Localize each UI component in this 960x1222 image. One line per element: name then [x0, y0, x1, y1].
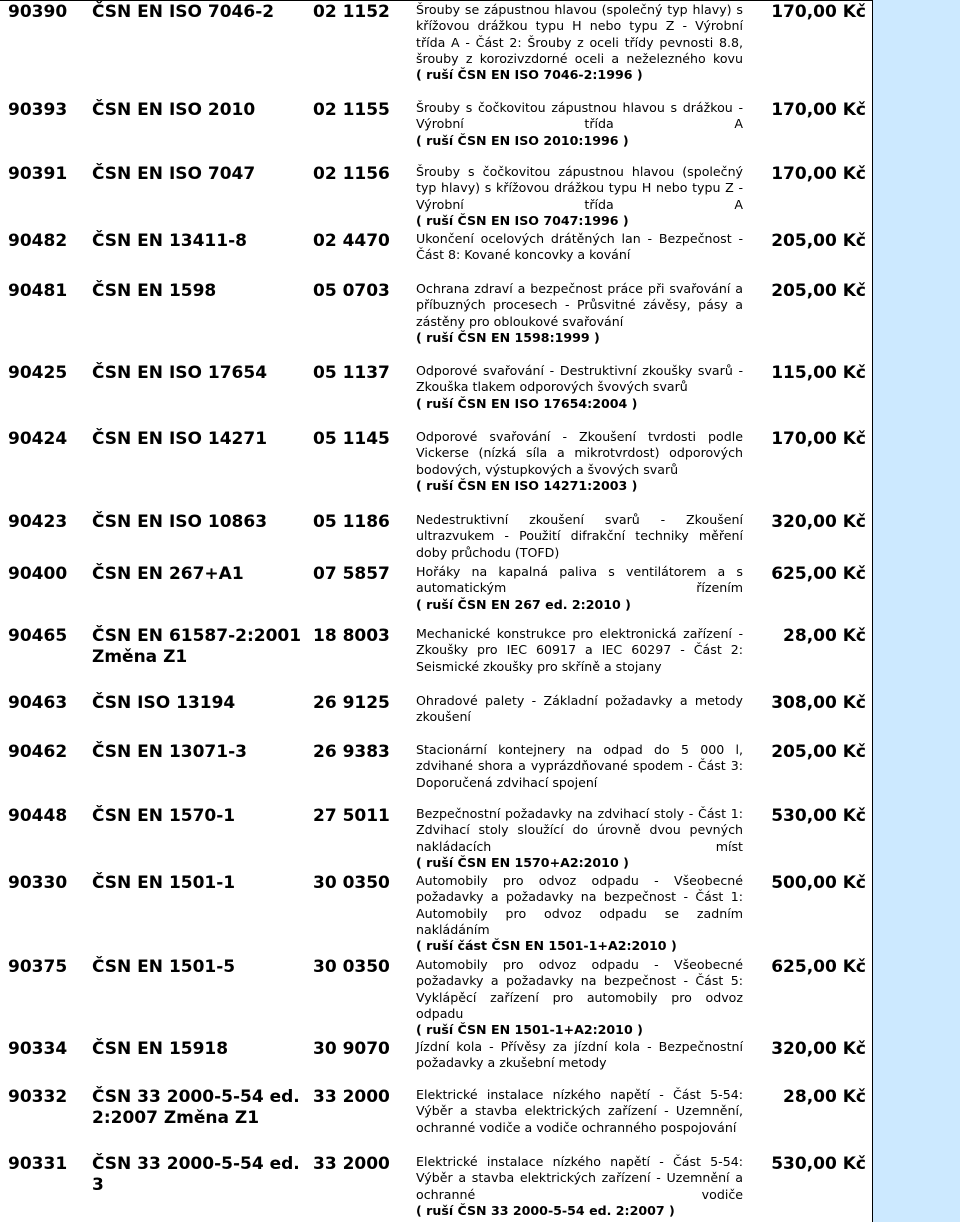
standard-description: [416, 1039, 743, 1072]
replaces-note: ( ruší část ČSN EN 1501-1+A2:2010 ): [416, 938, 677, 954]
replaces-note: ( ruší ČSN EN ISO 7047:1996 ): [416, 212, 629, 228]
description-text: Mechanické konstrukce pro elektronická zařízení - Zkoušky pro IEC 60917 a IEC 60297 - Část 2: Seismické zkoušky pro skříně a stojany: [416, 626, 743, 674]
standard-designation: ČSN 33 2000-5-54 ed. 2:2007 Změna Z1: [92, 1087, 300, 1128]
catalog-number: 90463: [8, 693, 68, 713]
class-code: 05 1137: [313, 363, 390, 383]
price: 205,00 Kč: [771, 281, 866, 301]
class-code: 05 1145: [313, 429, 390, 449]
standard-description: [416, 363, 743, 412]
description-text: Šrouby s čočkovitou zápustnou hlavou s drážkou - Výrobní třída A: [416, 100, 743, 132]
standard-description: [416, 564, 743, 613]
standard-description: [416, 957, 743, 1038]
replaces-note: ( ruší ČSN EN 1570+A2:2010 ): [416, 854, 629, 870]
class-code: 26 9125: [313, 693, 390, 713]
standard-designation: ČSN EN 15918: [92, 1039, 229, 1059]
catalog-number: 90400: [8, 564, 68, 584]
replaces-note: ( ruší ČSN EN ISO 2010:1996 ): [416, 132, 629, 148]
standard-description: [416, 626, 743, 675]
replaces-note: ( ruší ČSN EN 1598:1999 ): [416, 329, 600, 345]
replaces-note: ( ruší ČSN 33 2000-5-54 ed. 2:2007 ): [416, 1202, 675, 1218]
description-text: Odporové svařování - Destruktivní zkoušky svarů - Zkouška tlakem odporových švových svarů: [416, 363, 743, 395]
price: 205,00 Kč: [771, 231, 866, 251]
standard-description: [416, 693, 743, 726]
catalog-number: 90391: [8, 164, 68, 184]
catalog-number: 90393: [8, 100, 68, 120]
class-code: 02 4470: [313, 231, 390, 251]
standard-description: [416, 2, 743, 83]
class-code: 30 0350: [313, 873, 390, 893]
price: 170,00 Kč: [771, 2, 866, 22]
standard-designation: ČSN EN ISO 17654: [92, 363, 268, 383]
standard-description: [416, 231, 743, 264]
catalog-number: 90330: [8, 873, 68, 893]
catalog-number: 90423: [8, 512, 68, 532]
standard-designation: ČSN EN 1598: [92, 281, 217, 301]
price: 28,00 Kč: [783, 626, 866, 646]
price: 530,00 Kč: [771, 1154, 866, 1174]
description-text: Odporové svařování - Zkoušení tvrdosti podle Vickerse (nízká síla a mikrotvrdost) odporových bodových, výstupkových a švových svarů: [416, 429, 743, 477]
standard-designation: ČSN 33 2000-5-54 ed. 3: [92, 1154, 300, 1195]
standard-description: [416, 1087, 743, 1136]
standard-designation: ČSN EN ISO 14271: [92, 429, 268, 449]
class-code: 33 2000: [313, 1087, 390, 1107]
catalog-number: 90425: [8, 363, 68, 383]
class-code: 30 9070: [313, 1039, 390, 1059]
description-text: Elektrické instalace nízkého napětí - Část 5-54: Výběr a stavba elektrických zařízení - Uzemnění, ochranné vodiče a vodiče ochranného pospojování: [416, 1087, 743, 1135]
standard-designation: ČSN EN 267+A1: [92, 564, 244, 584]
replaces-note: ( ruší ČSN EN ISO 17654:2004 ): [416, 395, 638, 411]
catalog-number: 90334: [8, 1039, 68, 1059]
standard-description: [416, 873, 743, 954]
standard-designation: ČSN EN ISO 2010: [92, 100, 256, 120]
price: 205,00 Kč: [771, 742, 866, 762]
class-code: 18 8003: [313, 626, 390, 646]
standard-designation: ČSN EN 1501-1: [92, 873, 236, 893]
catalog-number: 90482: [8, 231, 68, 251]
replaces-note: ( ruší ČSN EN ISO 14271:2003 ): [416, 477, 638, 493]
class-code: 05 0703: [313, 281, 390, 301]
standard-description: [416, 429, 743, 494]
standard-designation: ČSN EN 1501-5: [92, 957, 236, 977]
catalog-number: 90481: [8, 281, 68, 301]
standard-description: [416, 742, 743, 791]
price: 320,00 Kč: [771, 1039, 866, 1059]
standard-designation: ČSN EN 13411-8: [92, 231, 247, 251]
price: 115,00 Kč: [771, 363, 866, 383]
class-code: 02 1155: [313, 100, 390, 120]
description-text: Jízdní kola - Přívěsy za jízdní kola - Bezpečnostní požadavky a zkušební metody: [416, 1039, 743, 1071]
catalog-number: 90465: [8, 626, 68, 646]
standard-designation: ČSN EN ISO 10863: [92, 512, 268, 532]
standard-designation: ČSN EN 13071-3: [92, 742, 247, 762]
description-text: Bezpečnostní požadavky na zdvihací stoly - Část 1: Zdvihací stoly sloužící do úrovně dvou pevných nakládacích míst: [416, 806, 743, 854]
class-code: 33 2000: [313, 1154, 390, 1174]
standard-description: [416, 100, 743, 149]
right-margin-band: [872, 0, 960, 1222]
class-code: 02 1152: [313, 2, 390, 22]
class-code: 02 1156: [313, 164, 390, 184]
class-code: 27 5011: [313, 806, 390, 826]
standard-designation: ČSN EN ISO 7046-2: [92, 2, 275, 22]
price: 170,00 Kč: [771, 429, 866, 449]
description-text: Ohradové palety - Základní požadavky a metody zkoušení: [416, 693, 743, 725]
standard-designation: ČSN EN ISO 7047: [92, 164, 256, 184]
description-text: Hořáky na kapalná paliva s ventilátorem a s automatickým řízením: [416, 564, 743, 596]
replaces-note: ( ruší ČSN EN 267 ed. 2:2010 ): [416, 596, 631, 612]
price: 170,00 Kč: [771, 100, 866, 120]
top-border: [0, 0, 872, 1]
catalog-number: 90390: [8, 2, 68, 22]
class-code: 30 0350: [313, 957, 390, 977]
standard-designation: ČSN EN 1570-1: [92, 806, 236, 826]
price: 625,00 Kč: [771, 564, 866, 584]
class-code: 07 5857: [313, 564, 390, 584]
catalog-number: 90332: [8, 1087, 68, 1107]
standard-designation: ČSN EN 61587-2:2001 Změna Z1: [92, 626, 302, 667]
replaces-note: ( ruší ČSN EN 1501-1+A2:2010 ): [416, 1022, 643, 1038]
price: 625,00 Kč: [771, 957, 866, 977]
price: 530,00 Kč: [771, 806, 866, 826]
price: 308,00 Kč: [771, 693, 866, 713]
description-text: Ochrana zdraví a bezpečnost práce při svařování a příbuzných procesech - Průsvitné závěsy, pásy a zástěny pro obloukové svařování: [416, 281, 743, 329]
standard-description: [416, 281, 743, 346]
description-text: Šrouby s čočkovitou zápustnou hlavou (společný typ hlavy) s křížovou drážkou typu H nebo typu Z - Výrobní třída A: [416, 164, 743, 212]
catalog-number: 90448: [8, 806, 68, 826]
description-text: Šrouby se zápustnou hlavou (společný typ hlavy) s křížovou drážkou typu H nebo typu Z - Výrobní třída A - Část 2: Šrouby z oceli třídy pevnosti 8.8, šrouby z korozivzdorné oceli a neželezného kovu: [416, 2, 743, 66]
standard-designation: ČSN ISO 13194: [92, 693, 236, 713]
replaces-note: ( ruší ČSN EN ISO 7046-2:1996 ): [416, 67, 643, 83]
catalog-number: 90375: [8, 957, 68, 977]
price: 170,00 Kč: [771, 164, 866, 184]
class-code: 26 9383: [313, 742, 390, 762]
class-code: 05 1186: [313, 512, 390, 532]
description-text: Stacionární kontejnery na odpad do 5 000 l, zdvihané shora a vyprázdňované spodem - Část 3: Doporučená zdvihací spojení: [416, 742, 743, 790]
standard-description: [416, 164, 743, 229]
catalog-number: 90462: [8, 742, 68, 762]
price: 320,00 Kč: [771, 512, 866, 532]
catalog-number: 90424: [8, 429, 68, 449]
description-text: Automobily pro odvoz odpadu - Všeobecné požadavky a požadavky na bezpečnost - Část 5: Vyklápěcí zařízení pro automobily pro odvoz odpadu: [416, 957, 743, 1021]
description-text: Nedestruktivní zkoušení svarů - Zkoušení ultrazvukem - Použití difrakční techniky měření doby průchodu (TOFD): [416, 512, 743, 560]
description-text: Automobily pro odvoz odpadu - Všeobecné požadavky a požadavky na bezpečnost - Část 1: Automobily pro odvoz odpadu se zadním nakládáním: [416, 873, 743, 937]
price: 500,00 Kč: [771, 873, 866, 893]
description-text: Elektrické instalace nízkého napětí - Část 5-54: Výběr a stavba elektrických zařízení - Uzemnění a ochranné vodiče: [416, 1154, 743, 1202]
standard-description: [416, 512, 743, 561]
standard-description: [416, 1154, 743, 1219]
catalog-number: 90331: [8, 1154, 68, 1174]
price: 28,00 Kč: [783, 1087, 866, 1107]
standard-description: [416, 806, 743, 871]
description-text: Ukončení ocelových drátěných lan - Bezpečnost - Část 8: Kované koncovky a kování: [416, 231, 743, 263]
